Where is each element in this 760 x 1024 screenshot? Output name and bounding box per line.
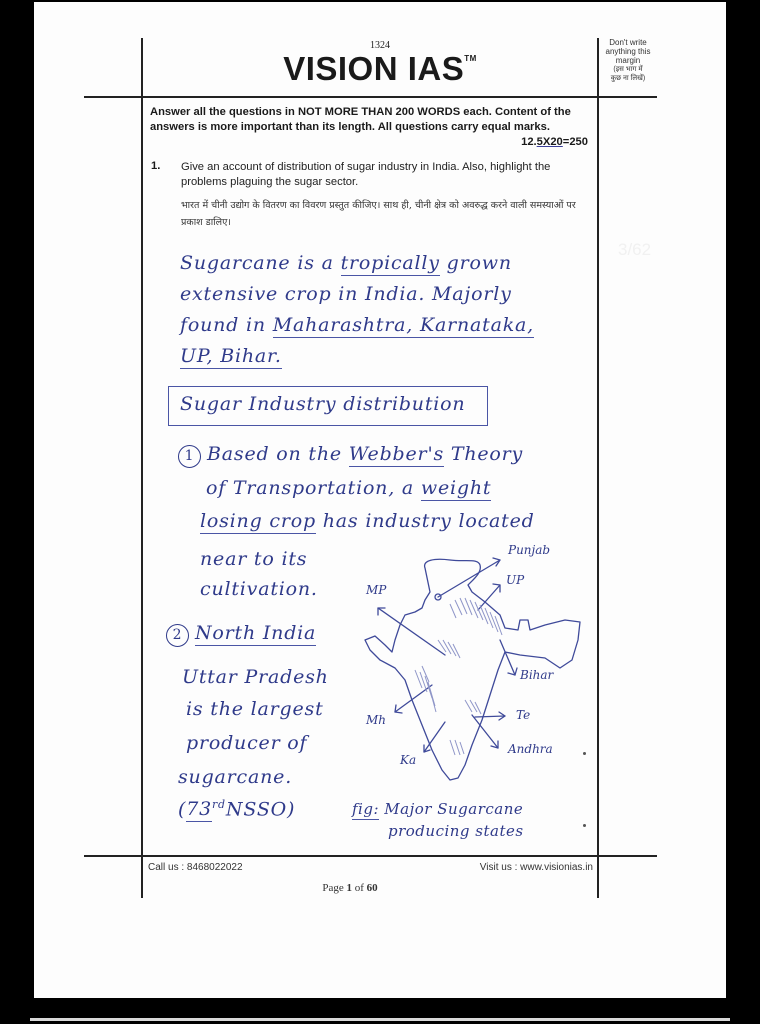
page-of: of [351,882,367,894]
underlined-text: 73 [186,798,212,821]
stray-dot [583,824,586,827]
visit-us: Visit us : www.visionias.in [479,862,593,873]
superscript: rd [212,798,226,811]
margin-note-hindi: कुछ ना लिखें) [610,75,646,82]
margin-note [597,38,659,83]
page-current: 1 [346,882,352,894]
header-rule [84,96,657,98]
map-label-bihar: Bihar [520,668,554,682]
question-english: Give an account of distribution of sugar industry in India. Also, highlight the problems plaguing the sugar sector. [181,161,551,188]
point-2-line: producer of [186,732,308,754]
map-label-up: UP [506,573,525,587]
underlined-text: Maharashtra, Karnataka, [272,314,534,336]
point-1-line: near to its [200,548,308,570]
point-2-line: is the largest [186,698,324,720]
margin-note-hindi: (इस भाग में [613,66,643,73]
india-map-sketch [350,540,600,790]
stray-dot [583,752,586,755]
trademark: TM [464,54,477,63]
map-label-telangana: Te [516,708,531,722]
margin-note-line: Don't write [609,38,647,47]
text: NSSO) [225,798,296,821]
point-1-line [178,443,523,468]
answer-intro-line [180,314,534,336]
point-2-line [178,798,295,820]
text: has industry located [315,510,535,532]
page-prefix: Page [322,882,347,894]
section-heading: Sugar Industry distribution [180,393,466,415]
map-label-punjab: Punjab [508,543,551,557]
point-2-line: sugarcane. [178,766,293,788]
text: Based on the [207,443,349,465]
next-page-edge [30,1018,730,1021]
margin-note-line: anything this [605,47,651,56]
point-1-line: cultivation. [200,578,318,600]
underlined-text: weight [420,477,492,499]
caption-prefix: fig: [352,800,380,818]
figure-caption [352,800,523,818]
marks-scheme [480,136,588,148]
underlined-text: losing crop [200,510,316,532]
point-number-circle: 1 [178,445,201,468]
text: Sugarcane is a [180,252,341,274]
figure-caption-line-2: producing states [388,822,524,840]
page-total: 60 [366,882,378,894]
serial-number: 1324 [370,40,390,51]
instructions: Answer all the questions in NOT MORE THAN 200 WORDS each. Content of the answers is more important than its length. All questions carry equal marks. [150,106,571,133]
map-label-maharashtra: Mh [366,713,387,727]
answer-intro-line: extensive crop in India. Majorly [180,283,512,305]
answer-intro-line [180,345,282,367]
map-label-karnataka: Ka [400,753,417,767]
brand-logo [250,50,510,88]
map-drawing-icon [350,540,600,790]
page-indicator-overlay: 3/62 [618,240,652,259]
question-hindi: भारत में चीनी उद्योग के वितरण का विवरण प्रस्तुत कीजिए। साथ ही, चीनी क्षेत्र को अवरुद्ध करने वाली समस्याओं पर प्रकाश डालिए। [181,200,576,228]
point-2-line: Uttar Pradesh [182,666,329,688]
caption-line: Major Sugarcane [384,800,524,818]
answer-sheet-page [34,2,726,998]
question-number: 1. [151,160,161,172]
left-margin-line [141,38,143,898]
underlined-text: tropically [340,252,440,274]
text: found in [180,314,273,336]
call-us: Call us : 8468022022 [148,862,243,873]
point-1-line [206,477,491,499]
map-label-andhra: Andhra [508,742,553,756]
footer-rule [84,855,657,857]
answer-intro-line [180,252,512,274]
point-2-title [166,622,316,647]
point-1-line [200,510,535,532]
underlined-text: UP, Bihar. [180,345,282,367]
text: grown [439,252,512,274]
text: Theory [444,443,524,465]
text: ( [178,798,187,821]
marks-underlined: 5X20 [536,136,563,148]
text: of Transportation, a [206,477,421,499]
marks-suffix: =250 [562,136,588,148]
margin-note-line: margin [615,56,641,65]
point-number-circle: 2 [166,624,189,647]
underlined-text: Webber's [348,443,445,465]
page-number [290,882,410,894]
marks-prefix: 12. [521,136,537,148]
underlined-text: North India [195,622,317,644]
map-label-mp: MP [366,583,387,597]
brand-name: VISION IAS [283,50,465,87]
